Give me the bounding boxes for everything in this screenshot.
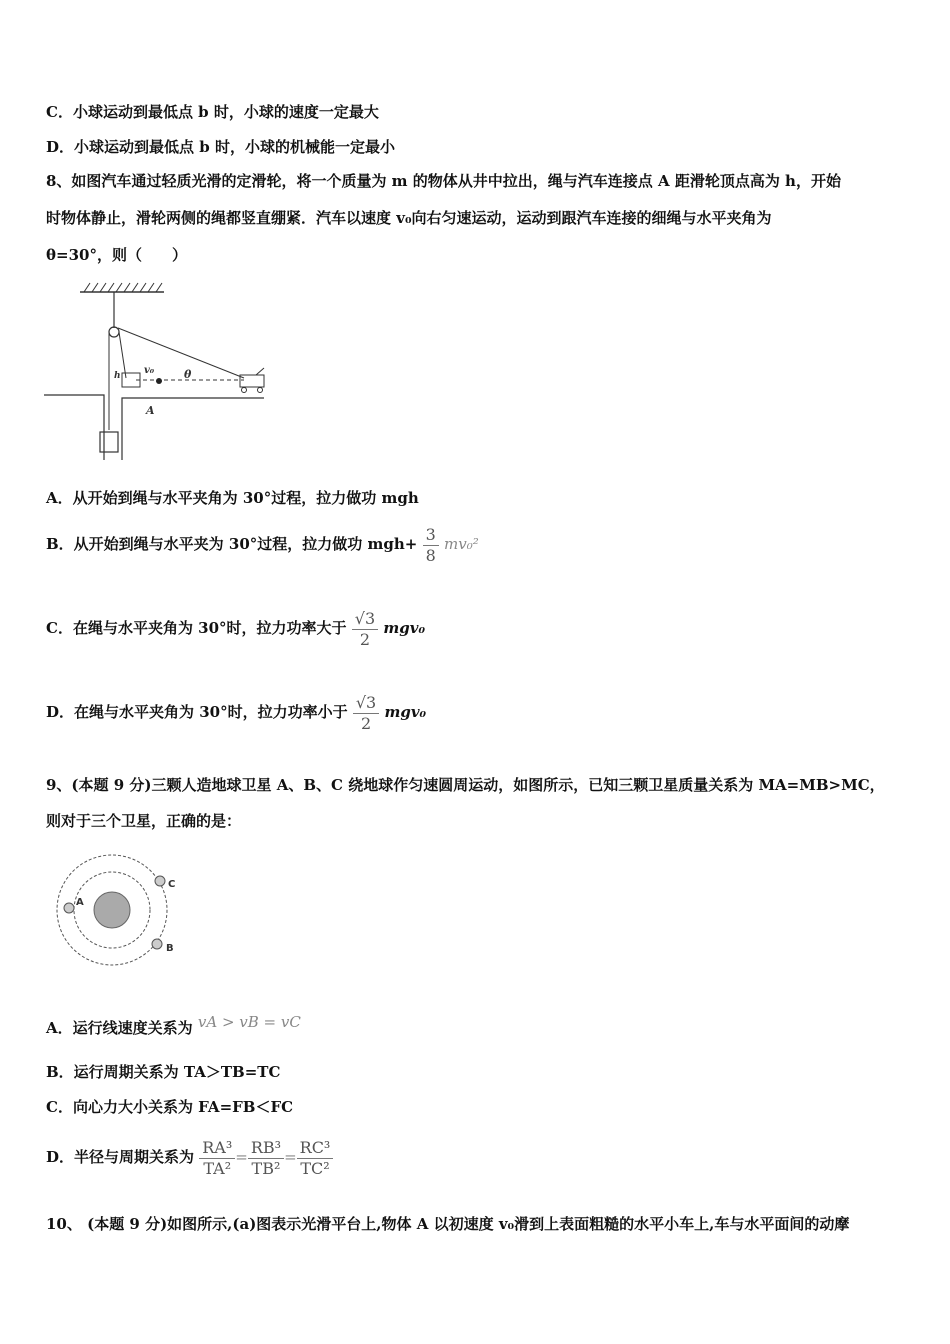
q8-option-c-tail: mgv₀ — [383, 619, 426, 637]
q9-option-d: D．半径与周期关系为 $\frac{\text{RA³}}{\text{TA²}}$ = $\frac{\text{RB³}}{\text{TB²}}$ = $\frac{\text{RC³}}{\text{TC²}}$ — [46, 1134, 333, 1180]
q8-option-c — [46, 606, 425, 650]
q9-option-d-den-a: TA² — [203, 1158, 232, 1178]
q8-option-b-text: B．从开始到绳与水平夹为 30°过程，拉力做功 mgh+ — [46, 535, 418, 553]
q9-option-b: B．运行周期关系为 TA＞TB=TC — [46, 1063, 281, 1081]
q8-option-b-num: 3 — [423, 525, 439, 546]
q9-option-d-fraction-c — [297, 1138, 334, 1179]
q9-option-a-text: A．运行线速度关系为 — [46, 1019, 193, 1037]
q7-option-d: D．小球运动到最低点 b 时，小球的机械能一定最小 — [46, 138, 395, 156]
q8-option-a: A．从开始到绳与水平夹角为 30°过程，拉力做功 mgh — [46, 489, 419, 507]
q9-option-d-num-b: RB³ — [248, 1138, 284, 1159]
q8-option-c-den: 2 — [359, 629, 371, 649]
q8-option-b-den: 8 — [425, 545, 436, 565]
q9-option-c: C．向心力大小关系为 FA=FB＜FC — [46, 1098, 294, 1116]
q9-fig-b-label: B — [166, 943, 174, 954]
q8-fig-v0-label: v₀ — [144, 365, 155, 376]
q9-option-d-fraction-a — [199, 1138, 235, 1179]
q9-option-d-den-c: TC² — [300, 1158, 330, 1178]
q9-stem-line1: 9、(本题 9 分)三颗人造地球卫星 A、B、C 绕地球作匀速圆周运动，如图所示，已知三颗卫星质量关系为 MA=MB>MC， — [46, 776, 885, 794]
q8-option-b-tail: mv₀² — [444, 535, 479, 553]
q7-option-c: C．小球运动到最低点 b 时，小球的速度一定最大 — [46, 103, 379, 121]
q8-option-d — [46, 690, 426, 734]
q8-fig-a-label: A — [146, 404, 155, 417]
q9-option-d-den-b: TB² — [251, 1158, 281, 1178]
q8-stem-line2: 时物体静止，滑轮两侧的绳都竖直绷紧．汽车以速度 v₀向右匀速运动，运动到跟汽车连接的细绳与水平夹角为 — [46, 209, 772, 227]
q8-fig-h-label: h — [114, 371, 121, 381]
q9-option-d-num-a: RA³ — [199, 1138, 235, 1159]
q8-option-d-den: 2 — [360, 713, 372, 733]
q9-satellite-figure — [50, 850, 190, 970]
q8-option-c-text: C．在绳与水平夹角为 30°时，拉力功率大于 — [46, 619, 347, 637]
q8-fig-theta-label: θ — [184, 368, 192, 381]
q8-option-d-text: D．在绳与水平夹角为 30°时，拉力功率小于 — [46, 703, 348, 721]
q10-stem-line1: 10、 (本题 9 分)如图所示,(a)图表示光滑平台上,物体 A 以初速度 v₀滑到上表面粗糙的水平小车上,车与水平面间的动摩 — [46, 1215, 850, 1233]
q9-option-a-math: vA > vB = vC — [197, 1013, 301, 1031]
q9-option-a — [46, 1010, 301, 1040]
q9-option-d-num-c: RC³ — [297, 1138, 334, 1159]
q8-option-d-fraction — [353, 693, 379, 734]
q9-option-d-fraction-b — [248, 1138, 284, 1179]
q9-fig-c-label: C — [168, 879, 176, 890]
q8-option-b-fraction — [423, 525, 439, 566]
q9-option-d-text: D．半径与周期关系为 — [46, 1148, 195, 1166]
q8-option-b — [46, 522, 479, 566]
q9-fig-a-label: A — [76, 897, 84, 908]
q8-pulley-figure — [44, 280, 284, 465]
q8-option-c-fraction — [352, 609, 378, 650]
q8-stem-line3: θ=30°，则（ ） — [46, 246, 187, 264]
q8-option-d-num: √3 — [353, 693, 379, 714]
q9-stem-line2: 则对于三个卫星，正确的是： — [46, 812, 242, 830]
q8-option-c-num: √3 — [352, 609, 378, 630]
q8-option-d-tail: mgv₀ — [384, 703, 427, 721]
q8-stem-line1: 8、如图汽车通过轻质光滑的定滑轮，将一个质量为 m 的物体从井中拉出，绳与汽车连接点 A 距滑轮顶点高为 h，开始 — [46, 172, 841, 190]
